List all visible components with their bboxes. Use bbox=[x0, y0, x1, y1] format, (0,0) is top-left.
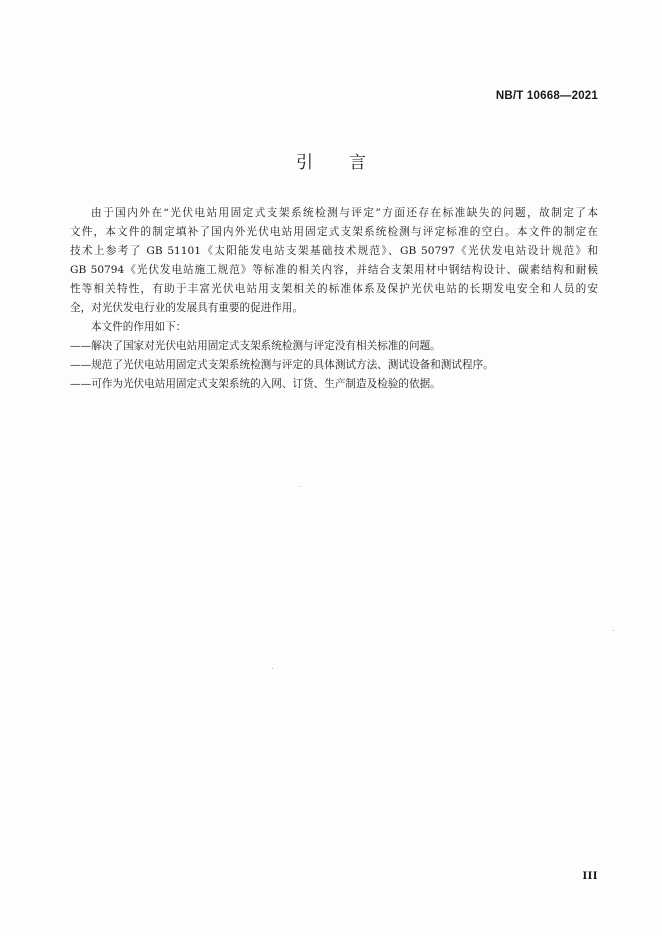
title-char-2: 言 bbox=[349, 153, 366, 173]
paragraph-line: 性等相关特性，有助于丰富光伏电站用支架相关的标准体系及保护光伏电站的长期发电安全和人员的安 bbox=[70, 283, 598, 295]
scan-speck bbox=[272, 668, 273, 669]
section-title bbox=[0, 148, 662, 173]
title-char-1: 引 bbox=[296, 153, 313, 173]
purpose-item: ——可作为光伏电站用固定式支架系统的入网、订货、生产制造及检验的依据。 bbox=[70, 378, 441, 390]
purpose-item: ——规范了光伏电站用固定式支架系统检测与评定的具体测试方法、测试设备和测试程序。 bbox=[70, 359, 494, 371]
paragraph-line: 全，对光伏发电行业的发展具有重要的促进作用。 bbox=[70, 302, 304, 314]
paragraph-line: 文件，本文件的制定填补了国内外光伏电站用固定式支架系统检测与评定标准的空白。本文件的制定在 bbox=[70, 226, 598, 238]
scan-speck bbox=[299, 486, 300, 487]
body-text bbox=[70, 204, 598, 394]
paragraph-line: 由于国内外在“光伏电站用固定式支架系统检测与评定”方面还存在标准缺失的问题，故制定了本 bbox=[91, 207, 598, 219]
standard-number: NB/T 10668—2021 bbox=[495, 90, 598, 102]
paragraph-line: 技术上参考了 GB 51101《太阳能发电站支架基础技术规范》、GB 50797《光伏发电站设计规范》和 bbox=[70, 245, 598, 257]
scan-speck bbox=[613, 630, 614, 631]
purpose-intro: 本文件的作用如下： bbox=[91, 321, 187, 333]
paragraph-line: GB 50794《光伏发电站施工规范》等标准的相关内容，并结合支架用材中钢结构设计、碳素结构和耐候 bbox=[70, 264, 598, 276]
page-number: III bbox=[582, 871, 598, 882]
purpose-item: ——解决了国家对光伏电站用固定式支架系统检测与评定没有相关标准的问题。 bbox=[70, 340, 441, 352]
